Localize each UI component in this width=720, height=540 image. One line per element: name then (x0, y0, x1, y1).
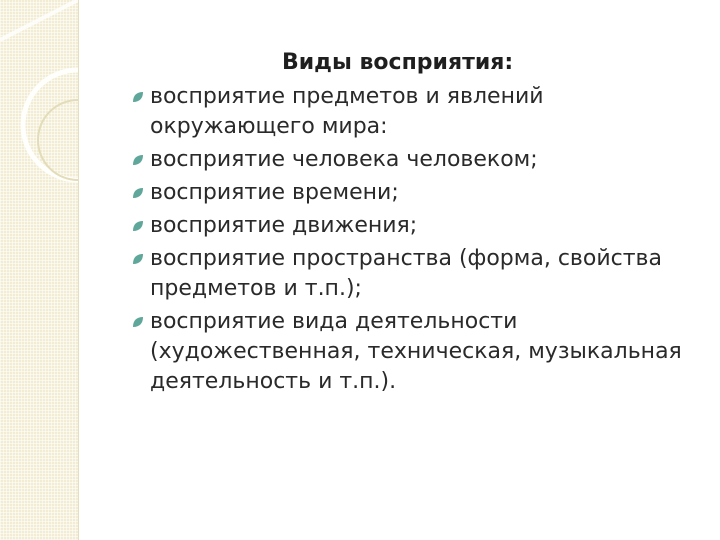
list-item (130, 145, 690, 175)
leaf-bullet-icon (132, 187, 144, 199)
list-item (130, 211, 690, 241)
list-item-text: восприятие пространства (форма, свойства предметов и т.п.); (150, 246, 663, 301)
list-item-text: восприятие вида деятельности (художественная, техническая, музыкальная деятельность и т.п.). (150, 309, 682, 394)
list-item-text: восприятие человека человеком; (150, 147, 538, 172)
list-item-text: восприятие времени; (150, 180, 399, 205)
leaf-bullet-icon (132, 253, 144, 265)
list-item-text: восприятие движения; (150, 213, 418, 238)
leaf-bullet-icon (132, 154, 144, 166)
slide-content (130, 48, 690, 400)
leaf-bullet-icon (132, 91, 144, 103)
list-item (130, 178, 690, 208)
list-item (130, 82, 690, 142)
slide-title: Виды восприятия: (282, 50, 514, 75)
leaf-bullet-icon (132, 220, 144, 232)
list-item-text: восприятие предметов и явлений окружающего мира: (150, 84, 544, 139)
list-item (130, 307, 690, 397)
decorative-circles (0, 0, 78, 540)
leaf-bullet-icon (132, 316, 144, 328)
list-item (130, 244, 690, 304)
bullet-list (130, 82, 690, 397)
decorative-side-strip (0, 0, 79, 540)
